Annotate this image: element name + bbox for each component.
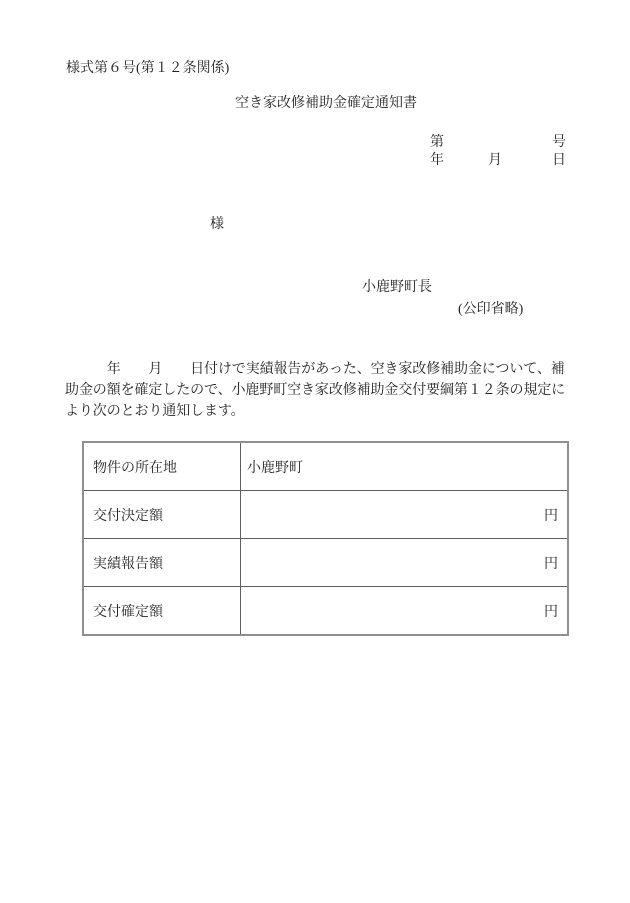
body-line: 助金の額を確定したので、小鹿野町空き家改修補助金交付要綱第１２条の規定に	[65, 383, 566, 398]
doc-number-prefix-label: 第	[430, 135, 444, 150]
row-unit: 円	[544, 604, 558, 620]
table-row	[83, 587, 568, 636]
body-line: 年 月 日付けで実績報告があった、空き家改修補助金について、補	[65, 362, 565, 377]
subsidy-table	[82, 441, 569, 636]
row-label: 交付確定額	[93, 604, 163, 620]
recipient-honorific: 様	[210, 217, 224, 232]
table-row	[83, 539, 568, 587]
row-value: 小鹿野町	[247, 460, 303, 476]
row-label: 物件の所在地	[93, 460, 177, 476]
table-row	[83, 491, 568, 539]
date-day-label: 日	[552, 153, 566, 168]
table-row	[83, 442, 568, 491]
date-month-label: 月	[488, 153, 502, 168]
row-label: 交付決定額	[93, 508, 163, 524]
document-title: 空き家改修補助金確定通知書	[235, 96, 417, 111]
doc-number-suffix-label: 号	[552, 135, 566, 150]
seal-omission-note: (公印省略)	[458, 302, 524, 317]
form-number: 様式第６号(第１２条関係)	[66, 61, 230, 76]
row-unit: 円	[544, 556, 558, 572]
body-line: より次のとおり通知します。	[65, 404, 245, 419]
row-unit: 円	[544, 508, 558, 524]
row-label: 実績報告額	[93, 556, 163, 572]
date-year-label: 年	[430, 153, 444, 168]
body-paragraph	[65, 359, 575, 422]
sender-name: 小鹿野町長	[362, 280, 432, 295]
